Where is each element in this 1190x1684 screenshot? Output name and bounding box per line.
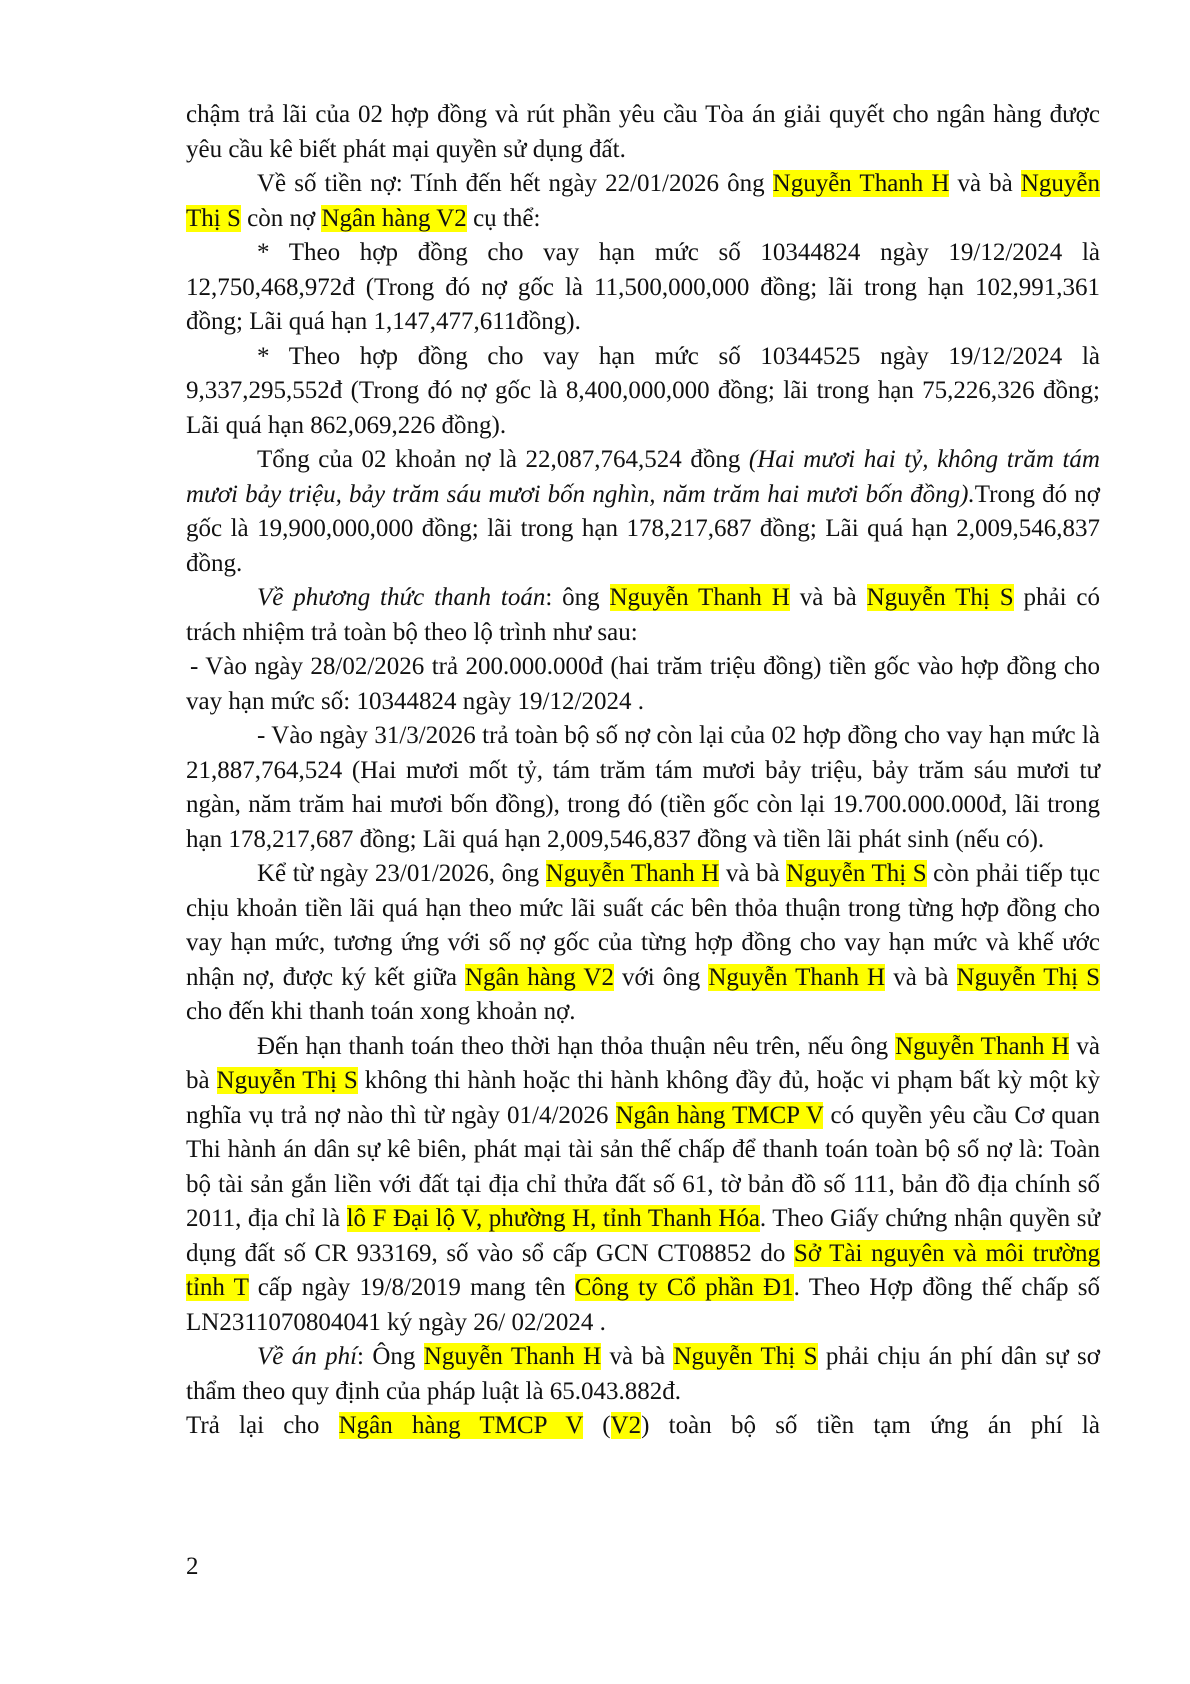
italic-text: Về án phí xyxy=(257,1343,358,1370)
highlighted-text: Nguyễn Thị S xyxy=(866,584,1014,611)
text-run: còn phải tiếp tục chịu khoản tiền lãi quá hạn theo mức lãi suất các bên thỏa thuận trong từng hợp đồng cho vay hạn mức, tương ứng với số nợ gốc của từng hợp đồng cho vay hạn mức và khế ước nhận nợ, được ký kết giữa xyxy=(186,860,1100,991)
highlighted-text: Nguyễn Thị S xyxy=(956,963,1100,991)
document-body xyxy=(186,98,1100,1444)
highlighted-text: Nguyễn Thị S xyxy=(673,1343,818,1370)
text-run: . Theo Giấy chứng nhận quyền sử dụng đất số CR 933169, số vào sổ cấp GCN CT08852 do xyxy=(186,1205,1100,1267)
text-run: Đến hạn thanh toán theo thời hạn thỏa thuận nêu trên, nếu ông xyxy=(257,1032,896,1060)
highlighted-text: Nguyễn Thanh H xyxy=(609,584,790,611)
text-run: : ông xyxy=(545,584,610,611)
text-run: Trả lại cho xyxy=(186,1412,339,1439)
paragraph xyxy=(186,167,1100,236)
highlighted-text: Nguyễn Thanh H xyxy=(708,963,886,991)
page-number: 2 xyxy=(186,1553,199,1580)
text-run: . Theo Hợp đồng thế chấp số LN2311070804041 ký ngày 26/ 02/2024 . xyxy=(186,1274,1101,1336)
highlighted-text: Ngân hàng TMCP V xyxy=(338,1412,583,1439)
paragraph xyxy=(186,650,1100,719)
text-run: Về số tiền nợ: Tính đến hết ngày 22/01/2026 ông xyxy=(257,170,773,197)
highlighted-text: Công ty Cổ phần Đ1 xyxy=(574,1274,794,1301)
paragraph xyxy=(186,340,1100,444)
paragraph xyxy=(186,1030,1100,1341)
paragraph xyxy=(186,1340,1100,1409)
highlighted-text: Nguyễn Thị S xyxy=(216,1067,358,1094)
highlighted-text: Sở Tài nguyên và môi trường tỉnh T xyxy=(186,1239,1100,1301)
text-run: phải chịu án phí dân sự sơ thẩm theo quy định của pháp luật là 65.043.882đ. xyxy=(186,1343,1101,1405)
highlighted-text: Nguyễn Thanh H xyxy=(545,860,720,887)
text-run: ( xyxy=(582,1412,611,1439)
highlighted-text: lô F Đại lộ V, phường H, tỉnh Thanh Hóa xyxy=(346,1205,760,1232)
text-run: cấp ngày 19/8/2019 mang tên xyxy=(248,1274,575,1301)
text-run: : Ông xyxy=(357,1343,424,1370)
text-run: với ông xyxy=(613,963,709,991)
text-run: và bà xyxy=(601,1343,674,1370)
text-run: Trong đó nợ gốc là 19,900,000,000 đồng; lãi trong hạn 178,217,687 đồng; Lãi quá hạn 2,009,546,837 đồng. xyxy=(186,480,1100,577)
text-run: - Vào ngày 31/3/2026 trả toàn bộ số nợ còn lại của 02 hợp đồng cho vay hạn mức là 21,887,764,524 (Hai mươi mốt tỷ, tám trăm tám mươi bảy triệu, bảy trăm sáu mươi tư ngàn, năm trăm hai mươi bốn đồng), trong đó (tiền gốc còn lại 19.700.000.000đ, lãi trong hạn 178,217,687 đồng; Lãi quá hạn 2,009,546,837 đồng và tiền lãi phát sinh (nếu có). xyxy=(186,722,1100,853)
paragraph xyxy=(186,443,1100,581)
text-run: Tổng của 02 khoản nợ là 22,087,764,524 đồng xyxy=(257,446,749,473)
highlighted-text: V2 xyxy=(610,1412,642,1439)
highlighted-text: Nguyễn Thanh H xyxy=(423,1343,602,1370)
text-run: và bà xyxy=(789,584,867,611)
text-run: - Vào ngày 28/02/2026 trả 200.000.000đ (hai trăm triệu đồng) tiền gốc vào hợp đồng cho vay hạn mức số: 10344824 ngày 19/12/2024 . xyxy=(186,653,1100,715)
highlighted-text: Ngân hàng TMCP V xyxy=(615,1101,824,1129)
text-run: ) toàn bộ số tiền tạm ứng án phí là xyxy=(641,1412,1100,1439)
text-run: có quyền yêu cầu Cơ quan Thi hành án dân sự kê biên, phát mại tài sản thế chấp để thanh toán toàn bộ số nợ là: Toàn bộ tài sản gắn liền với đất tại địa chỉ thửa đất số 61, tờ bản đồ số 111, bản đồ địa chính số 2011, địa chỉ là xyxy=(186,1101,1100,1232)
highlighted-text: Ngân hàng V2 xyxy=(321,204,467,232)
highlighted-text: Nguyễn Thị S xyxy=(186,170,1100,232)
highlighted-text: Ngân hàng V2 xyxy=(464,963,614,991)
text-run: không thi hành hoặc thi hành không đầy đủ, hoặc vi phạm bất kỳ một kỳ nghĩa vụ trả nợ nào thì từ ngày 01/4/2026 xyxy=(186,1067,1100,1129)
paragraph xyxy=(186,581,1100,650)
text-run: * Theo hợp đồng cho vay hạn mức số 10344824 ngày 19/12/2024 là 12,750,468,972đ (Trong đó nợ gốc là 11,500,000,000 đồng; lãi trong hạn 102,991,361 đồng; Lãi quá hạn 1,147,477,611đồng). xyxy=(186,239,1100,335)
paragraph xyxy=(186,1409,1100,1444)
text-run: và bà xyxy=(885,963,957,991)
highlighted-text: Nguyễn Thị S xyxy=(786,860,927,887)
text-run: và bà xyxy=(949,170,1021,197)
text-run: cho đến khi thanh toán xong khoản nợ. xyxy=(186,998,576,1025)
italic-text: (Hai mươi hai tỷ, không trăm tám mươi bảy triệu, bảy trăm sáu mươi bốn nghìn, năm trăm hai mươi bốn đồng). xyxy=(186,446,1100,508)
text-run: Kể từ ngày 23/01/2026, ông xyxy=(257,860,546,887)
italic-text: Về phương thức thanh toán xyxy=(257,584,546,611)
paragraph xyxy=(186,857,1100,1030)
paragraph xyxy=(186,719,1100,857)
paragraph xyxy=(186,236,1100,340)
highlighted-text: Nguyễn Thanh H xyxy=(772,170,950,197)
text-run: cụ thể: xyxy=(466,204,541,232)
paragraph xyxy=(186,98,1100,167)
text-run: và bà xyxy=(719,860,787,887)
text-run: phải có trách nhiệm trả toàn bộ theo lộ trình như sau: xyxy=(186,584,1100,646)
text-run: chậm trả lãi của 02 hợp đồng và rút phần yêu cầu Tòa án giải quyết cho ngân hàng được yêu cầu kê biết phát mại quyền sử dụng đất. xyxy=(186,101,1100,163)
highlighted-text: Nguyễn Thanh H xyxy=(895,1032,1070,1060)
text-run: và bà xyxy=(186,1032,1100,1094)
text-run: còn nợ xyxy=(240,204,322,232)
text-run: * Theo hợp đồng cho vay hạn mức số 10344525 ngày 19/12/2024 là 9,337,295,552đ (Trong đó nợ gốc là 8,400,000,000 đồng; lãi trong hạn 75,226,326 đồng; Lãi quá hạn 862,069,226 đồng). xyxy=(186,342,1100,439)
